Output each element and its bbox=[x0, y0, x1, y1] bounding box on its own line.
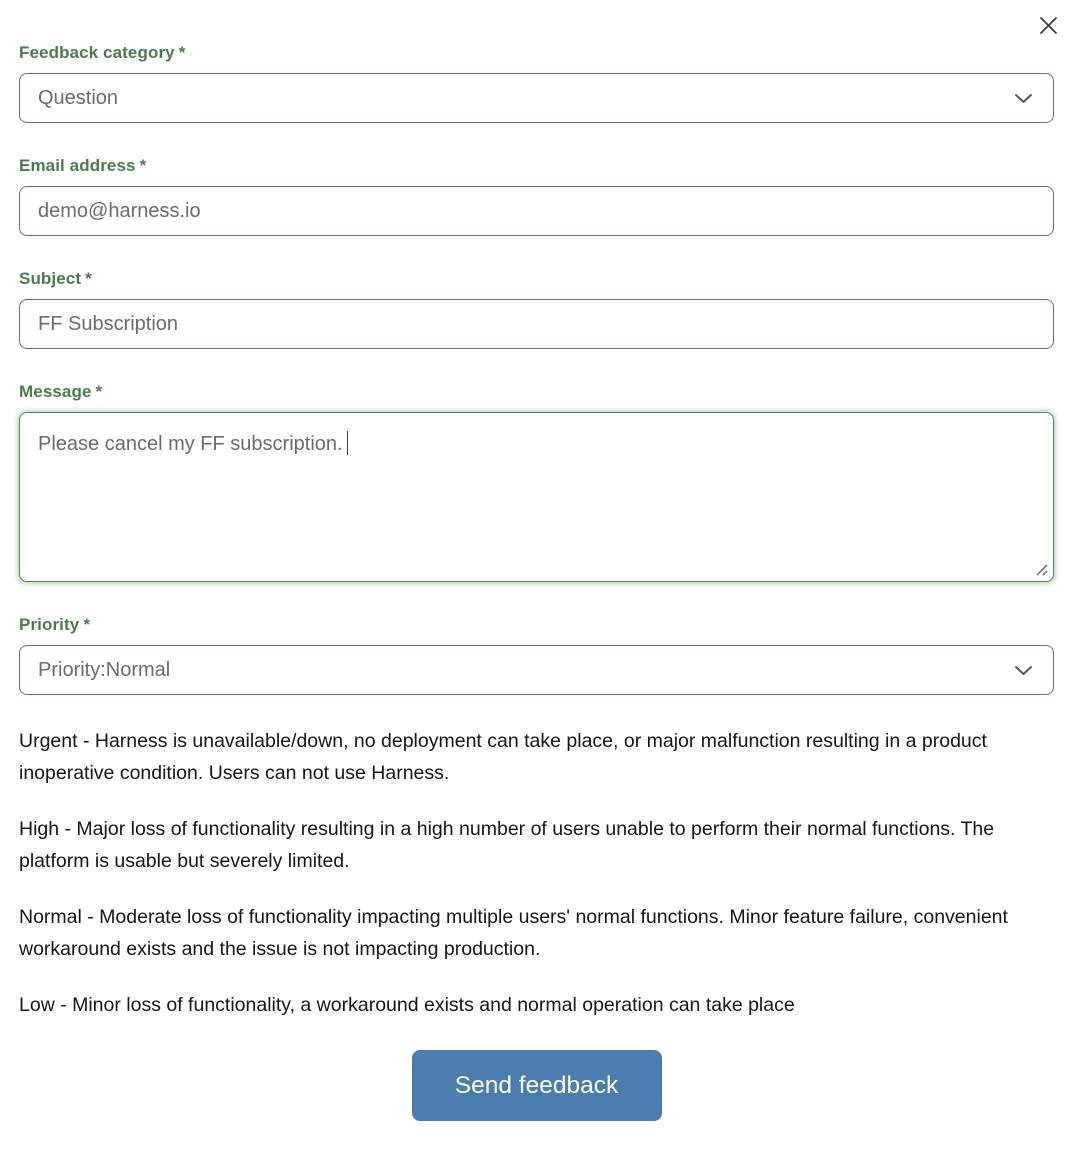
text-cursor bbox=[347, 431, 349, 455]
required-asterisk: * bbox=[85, 269, 92, 288]
resize-handle-icon[interactable] bbox=[1033, 561, 1049, 577]
required-asterisk: * bbox=[95, 382, 103, 401]
message-text: Please cancel my FF subscription. bbox=[38, 433, 343, 455]
priority-value: Priority:Normal bbox=[38, 658, 171, 681]
close-button[interactable] bbox=[1036, 13, 1060, 37]
message-textarea[interactable] bbox=[19, 412, 1054, 582]
priority-description-normal: Normal - Moderate loss of functionality impacting multiple users' normal functions. Minor feature failure, convenient workaround exists and the issue is not impacting production. bbox=[19, 906, 1008, 960]
priority-select[interactable] bbox=[19, 645, 1054, 695]
feedback-category-label: Feedback category * bbox=[19, 43, 186, 62]
chevron-down-icon bbox=[1014, 93, 1033, 104]
priority-description-low: Low - Minor loss of functionality, a workaround exists and normal operation can take place bbox=[19, 994, 795, 1016]
subject-label: Subject * bbox=[19, 269, 92, 288]
priority-descriptions bbox=[19, 725, 1054, 1021]
required-asterisk: * bbox=[178, 43, 186, 62]
email-field[interactable] bbox=[19, 186, 1054, 236]
close-icon bbox=[1039, 16, 1058, 35]
feedback-category-value: Question bbox=[38, 86, 119, 109]
subject-field[interactable] bbox=[19, 299, 1054, 349]
priority-label: Priority * bbox=[19, 615, 91, 634]
chevron-down-icon bbox=[1014, 665, 1033, 676]
priority-description-urgent: Urgent - Harness is unavailable/down, no deployment can take place, or major malfunction resulting in a product inoperative condition. Users can not use Harness. bbox=[19, 730, 987, 784]
email-address-label: Email address * bbox=[19, 156, 147, 175]
priority-description-high: High - Major loss of functionality resulting in a high number of users unable to perform their normal functions. The platform is usable but severely limited. bbox=[19, 818, 995, 872]
feedback-category-select[interactable] bbox=[19, 73, 1054, 123]
message-label: Message * bbox=[19, 382, 103, 401]
required-asterisk: * bbox=[83, 615, 91, 634]
send-feedback-button[interactable]: Send feedback bbox=[412, 1050, 662, 1121]
required-asterisk: * bbox=[139, 156, 147, 175]
submit-row bbox=[19, 1050, 1054, 1121]
